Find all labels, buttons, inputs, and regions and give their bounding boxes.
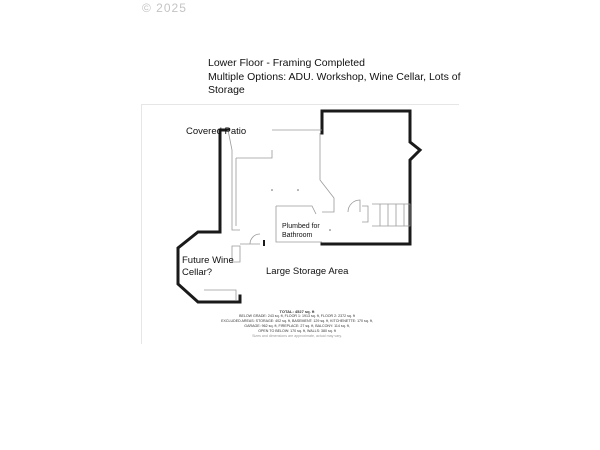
fixture-dot-2 [297,189,299,191]
label-bathroom-line-2: Bathroom [282,232,313,239]
totals-line-1: BELOW GRADE: 243 sq. ft, FLOOR 1: 1913 sq. ft, FLOOR 2: 2372 sq. ft [239,314,355,318]
label-bathroom [282,222,320,240]
shelf-mark [362,206,368,222]
totals-line-2: EXCLUDED AREAS: STORAGE: 402 sq. ft, BASEMENT: 129 sq. ft, KITCHENETTE: 170 sq. ft, [221,319,373,323]
cellar-bench [204,290,236,300]
totals-disclaimer: Sizes and dimensions are approximate, actual may vary. [252,334,342,338]
bath-top [276,206,316,214]
totals-line-4: OPEN TO BELOW: 170 sq. ft, WALLS: 380 sq. ft [258,329,336,333]
description-line-1: Lower Floor - Framing Completed [208,57,365,69]
description-line-2: Multiple Options: ADU. Workshop, Wine Cellar, Lots of [208,70,461,83]
patio-top [236,150,272,158]
fixture-dot-3 [329,229,331,231]
totals-total: TOTAL: 4527 sq. ft [279,309,315,314]
door-swing-2 [250,234,260,244]
wall-left-upper [200,130,220,232]
area-totals [212,309,382,339]
label-bathroom-line-1: Plumbed for [282,223,320,230]
description-line-3: Storage [208,84,245,96]
diag-wall [320,133,334,212]
fixture-dot-1 [271,189,273,191]
patio-outline [228,130,240,230]
totals-line-3: GARAGE: 962 sq. ft, FIREPLACE: 27 sq. ft, BALCONY: 114 sq. ft, [244,324,350,328]
door-swing-1 [348,200,360,212]
copyright-watermark: © 2025 [142,1,187,15]
label-storage-area: Large Storage Area [266,266,349,277]
wall-right-block [322,111,420,244]
label-covered-patio: Covered Patio [186,126,247,137]
label-wine-cellar-line-1: Future Wine [182,255,234,266]
label-wine-cellar [182,255,234,279]
label-wine-cellar-line-2: Cellar? [182,267,213,278]
